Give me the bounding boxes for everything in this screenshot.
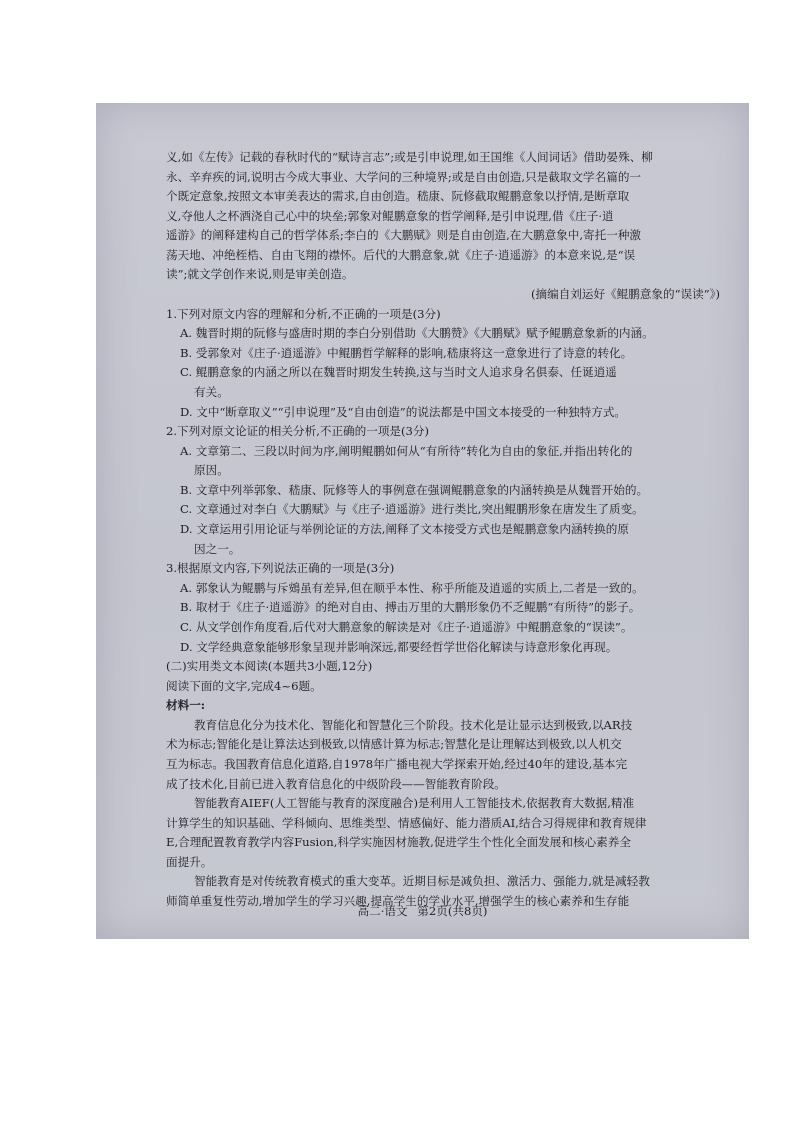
scanned-page-photo [96, 103, 749, 939]
question-2-stem: 2.下列对原文论证的相关分析,不正确的一项是(3分) [166, 424, 430, 439]
passage-line: 读”;就文学创作来说,则是审美创造。 [166, 267, 354, 282]
material-1-label: 材料一: [166, 698, 206, 713]
question-1-option-c: C. 鲲鹏意象的内涵之所以在魏晋时期发生转换,这与当时文人追求身名俱泰、任诞逍遥 [180, 365, 617, 380]
passage-line: 个既定意象,按照文本审美表达的需求,自由创造。嵇康、阮修截取鲲鹏意象以抒情,是断章取 [166, 189, 630, 204]
passage-line: 义,夺他人之杯酒浇自己心中的块垒;郭象对鲲鹏意象的哲学阐释,是引申说理,借《庄子·逍 [166, 208, 614, 223]
question-2-option-a-cont: 原因。 [194, 463, 229, 478]
question-3-option-b: B. 取材于《庄子·逍遥游》的绝对自由、搏击万里的大鹏形象仍不乏鲲鹏“有所待”的影子。 [180, 600, 641, 615]
material-line: 术为标志;智能化是让算法达到极致,以情感计算为标志;智慧化是让理解达到极致,以人机交 [166, 737, 622, 752]
material-line: 智能教育是对传统教育模式的重大变革。近期目标是减负担、激活力、强能力,就是减轻教 [194, 874, 650, 889]
question-2-option-d: D. 文章运用引用论证与举例论证的方法,阐释了文本接受方式也是鲲鹏意象内涵转换的原 [180, 522, 629, 537]
material-line: 互为标志。我国教育信息化道路,自1978年广播电视大学探索开始,经过40年的建设,基本完 [166, 756, 628, 771]
question-2-option-a: A. 文章第二、三段以时间为序,阐明鲲鹏如何从“有所待”转化为自由的象征,并指出转化的 [180, 443, 633, 458]
material-line: 成了技术化,目前已进入教育信息化的中级阶段——智能教育阶段。 [166, 776, 506, 791]
question-1-option-c-cont: 有关。 [194, 384, 229, 399]
material-line: 面提升。 [166, 854, 213, 869]
material-line: 智能教育AIEF(人工智能与教育的深度融合)是利用人工智能技术,依据教育大数据,精准 [194, 796, 635, 811]
question-2-option-b: B. 文章中列举郭象、嵇康、阮修等人的事例意在强调鲲鹏意象的内涵转换是从魏晋开始的。 [180, 482, 649, 497]
passage-line: 荡天地、冲绝桎梏、自由飞翔的襟怀。后代的大鹏意象,就《庄子·逍遥游》的本意来说,是“误 [166, 247, 636, 262]
question-1-option-a: A. 魏晋时期的阮修与盛唐时期的李白分别借助《大鹏赞》《大鹏赋》赋予鲲鹏意象新的内涵。 [180, 326, 654, 341]
section-2-instruction: 阅读下面的文字,完成4~6题。 [166, 678, 322, 693]
question-1-option-d: D. 文中“断章取义”“引申说理”及“自由创造”的说法都是中国文本接受的一种独特方式。 [180, 404, 627, 419]
material-line: 教育信息化分为技术化、智能化和智慧化三个阶段。技术化是让显示达到极致,以AR技 [194, 717, 633, 732]
footer-subject: 高二·语文 [357, 904, 408, 918]
question-1-option-b: B. 受郭象对《庄子·逍遥游》中鲲鹏哲学解释的影响,嵇康将这一意象进行了诗意的转化。 [180, 345, 633, 360]
question-3-stem: 3.根据原文内容,下列说法正确的一项是(3分) [166, 561, 395, 576]
passage-line: 永、辛弃疾的词,说明古今成大事业、大学问的三种境界;或是自由创造,只是截取文学名篇的一 [166, 169, 642, 184]
question-2-option-d-cont: 因之一。 [194, 541, 241, 556]
question-3-option-a: A. 郭象认为鲲鹏与斥鴳虽有差异,但在顺乎本性、称乎所能及逍遥的实质上,二者是一致的。 [180, 580, 644, 595]
page-footer [96, 903, 749, 919]
question-1-stem: 1.下列对原文内容的理解和分析,不正确的一项是(3分) [166, 306, 441, 321]
material-line: 师简单重复性劳动,增加学生的学习兴趣,提高学生的学业水平,增强学生的核心素养和生存能 [166, 894, 630, 909]
footer-page-number: 第2页(共8页) [417, 904, 488, 918]
material-line: E,合理配置教育教学内容Fusion,科学实施因材施教,促进学生个性化全面发展和核心素养全 [166, 835, 631, 850]
source-citation: (摘编自刘运好《鲲鹏意象的“误读”》) [530, 287, 720, 302]
section-2-title: (二)实用类文本阅读(本题共3小题,12分) [166, 659, 373, 674]
material-line: 计算学生的知识基础、学科倾向、思维类型、情感偏好、能力潜质AI,结合习得规律和教育规律 [166, 815, 647, 830]
question-2-option-c: C. 文章通过对李白《大鹏赋》与《庄子·逍遥游》进行类比,突出鲲鹏形象在唐发生了质变。 [180, 502, 644, 517]
passage-line: 遥游》的阐释建构自己的哲学体系;李白的《大鹏赋》则是自由创造,在大鹏意象中,寄托一种激 [166, 228, 642, 243]
passage-line: 义,如《左传》记载的春秋时代的“赋诗言志”;或是引申说理,如王国维《人间词话》借助晏殊、柳 [166, 150, 653, 164]
question-3-option-c: C. 从文学创作角度看,后代对大鹏意象的解读是对《庄子·逍遥游》中鲲鹏意象的“误读”。 [180, 619, 633, 634]
question-3-option-d: D. 文学经典意象能够形象呈现并影响深远,都要经哲学世俗化解读与诗意形象化再现。 [180, 639, 618, 654]
